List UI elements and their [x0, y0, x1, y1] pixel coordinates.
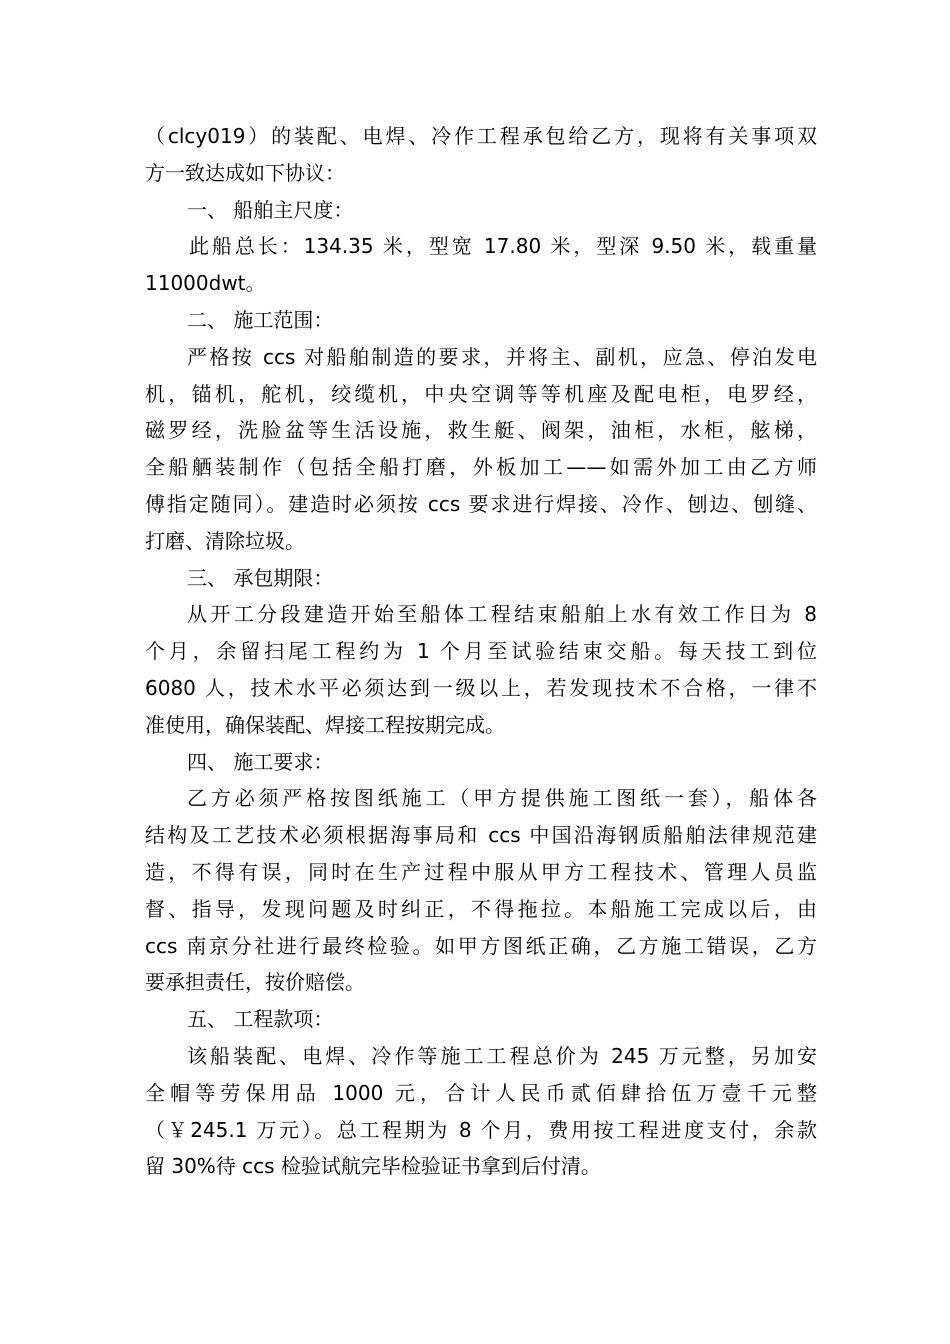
paragraph-line: 造，不得有误，同时在生产过程中服从甲方工程技术、管理人员监: [145, 859, 817, 884]
section-heading: 二、 施工范围：: [187, 307, 334, 332]
paragraph-line: 要承担责任，按价赔偿。: [145, 970, 365, 995]
section-heading: 一、 船舶主尺度：: [187, 197, 354, 222]
intro-line: （clcy019）的装配、电焊、冷作工程承包给乙方，现将有关事项双: [145, 124, 817, 148]
paragraph-line: 机，锚机，舵机，绞缆机，中央空调等等机座及配电柜，电罗经，: [145, 381, 817, 406]
paragraph-line: 全帽等劳保用品 1000 元，合计人民币贰佰肆拾伍万壹千元整: [145, 1080, 817, 1105]
paragraph-line: 打磨、清除垃圾。: [145, 528, 305, 553]
section-heading: 三、 承包期限：: [187, 565, 334, 590]
intro-line: 方一致达成如下协议：: [145, 160, 345, 185]
section-heading: 五、 工程款项：: [187, 1007, 334, 1032]
document-page: [145, 118, 817, 1185]
paragraph-line: 乙方必须严格按图纸施工（甲方提供施工图纸一套），船体各: [187, 786, 817, 811]
paragraph-line: 从开工分段建造开始至船体工程结束船舶上水有效工作日为 8: [187, 602, 817, 627]
paragraph-line: 磁罗经，洗脸盆等生活设施，救生艇、阀架，油柜，水柜，舷梯，: [145, 418, 817, 443]
paragraph-line: 严格按 ccs 对船舶制造的要求，并将主、副机，应急、停泊发电: [187, 344, 817, 369]
paragraph-line: 全船舾装制作（包括全船打磨，外板加工——如需外加工由乙方师: [145, 455, 817, 480]
paragraph-line: 6080 人，技术水平必须达到一级以上，若发现技术不合格，一律不: [145, 675, 817, 700]
paragraph-line: 个月，余留扫尾工程约为 1 个月至试验结束交船。每天技工到位: [145, 639, 817, 664]
paragraph-line: ccs 南京分社进行最终检验。如甲方图纸正确，乙方施工错误，乙方: [145, 933, 817, 958]
paragraph-line: （￥245.1 万元）。总工程期为 8 个月，费用按工程进度支付，余款: [145, 1117, 817, 1142]
paragraph-line: 准使用，确保装配、焊接工程按期完成。: [145, 712, 505, 737]
paragraph-line: 结构及工艺技术必须根据海事局和 ccs 中国沿海钢质船舶法律规范建: [145, 823, 817, 848]
section-heading: 四、 施工要求：: [187, 749, 334, 774]
paragraph-line: 此船总长：134.35 米，型宽 17.80 米，型深 9.50 米，载重量: [189, 234, 817, 259]
paragraph-line: 傅指定随同）。建造时必须按 ccs 要求进行焊接、冷作、刨边、刨缝、: [145, 491, 817, 516]
paragraph-line: 留 30%待 ccs 检验试航完毕检验证书拿到后付清。: [145, 1154, 601, 1179]
paragraph-line: 该船装配、电焊、冷作等施工工程总价为 245 万元整，另加安: [187, 1043, 817, 1068]
paragraph-line: 督、指导，发现问题及时纠正，不得拖拉。本船施工完成以后，由: [145, 896, 817, 921]
paragraph-line: 11000dwt。: [145, 271, 266, 296]
